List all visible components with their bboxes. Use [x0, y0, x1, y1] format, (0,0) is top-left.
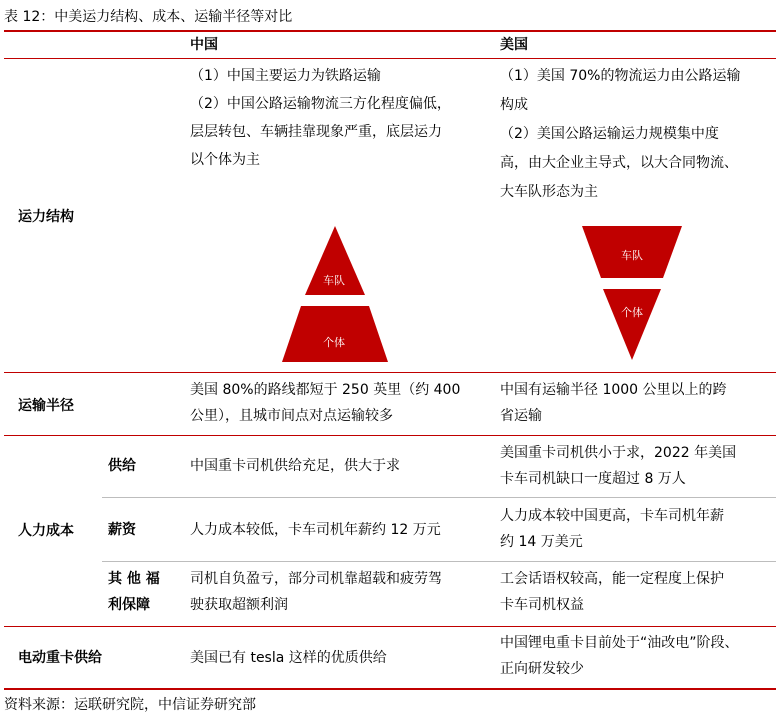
electric-usa-text [500, 630, 739, 682]
header-china: 中国 [190, 37, 218, 53]
labor-rule [4, 626, 776, 627]
labor-sub-welfare [108, 566, 160, 618]
source-note: 资料来源：运联研究院，中信证券研究部 [4, 697, 256, 713]
text-line: 人力成本较中国更高，卡车司机年薪 [500, 508, 724, 524]
text-line: 驶获取超额利润 [190, 597, 288, 613]
structure-china-text [190, 62, 451, 174]
text-line: 约 14 万美元 [500, 534, 583, 550]
inverted-pyramid-bottom-segment [603, 289, 661, 360]
text-line: 构成 [500, 97, 528, 113]
labor-welfare-china [190, 566, 442, 618]
text-line: 卡车司机缺口一度超过 8 万人 [500, 471, 686, 487]
usa-pyramid-bottom-label: 个体 [621, 306, 643, 319]
table-title: 表 12：中美运力结构、成本、运输半径等对比 [4, 9, 293, 25]
structure-rule [4, 372, 776, 373]
labor-supply-china: 中国重卡司机供给充足，供大于求 [190, 458, 400, 474]
radius-usa-text [500, 377, 727, 429]
structure-usa-text [500, 62, 740, 207]
usa-inverted-pyramid [578, 222, 686, 364]
radius-rule [4, 435, 776, 436]
row-label-structure: 运力结构 [18, 209, 74, 225]
labor-divider-2 [102, 561, 776, 562]
usa-pyramid-top-label: 车队 [621, 249, 643, 262]
text-line: 高，由大企业主导式，以大合同物流、 [500, 155, 738, 171]
top-rule [4, 30, 776, 32]
text-line: （1）美国 70%的物流运力由公路运输 [500, 68, 741, 84]
text-line: 省运输 [500, 408, 542, 424]
labor-supply-usa [500, 440, 736, 492]
text-line: 美国 80%的路线都短于 250 英里（约 400 [190, 382, 461, 398]
text-line: 利保障 [108, 597, 150, 613]
text-line: 以个体为主 [190, 152, 260, 168]
text-line: 司机自负盈亏，部分司机靠超载和疲劳驾 [190, 571, 442, 587]
text-line: 卡车司机权益 [500, 597, 584, 613]
text-line: 美国重卡司机供小于求，2022 年美国 [500, 445, 737, 461]
text-line: 中国锂电重卡目前处于“油改电”阶段、 [500, 635, 739, 651]
text-line: 中国有运输半径 1000 公里以上的跨 [500, 382, 727, 398]
text-line: （2）美国公路运输运力规模集中度 [500, 126, 719, 142]
row-label-radius: 运输半径 [18, 398, 74, 414]
labor-sub-supply: 供给 [108, 458, 136, 474]
text-line: 工会话语权较高，能一定程度上保护 [500, 571, 724, 587]
bottom-rule [4, 688, 776, 690]
text-line: 公里），且城市间点对点运输较多 [190, 408, 393, 424]
text-line: （2）中国公路运输物流三方化程度偏低， [190, 96, 451, 112]
text-line: 正向研发较少 [500, 661, 584, 677]
labor-sub-salary: 薪资 [108, 522, 136, 538]
electric-china-text: 美国已有 tesla 这样的优质供给 [190, 650, 387, 666]
china-pyramid-bottom-label: 个体 [323, 336, 345, 349]
text-line: 层层转包、车辆挂靠现象严重，底层运力 [190, 124, 442, 140]
labor-welfare-usa [500, 566, 724, 618]
text-line: 其 他 福 [108, 571, 160, 587]
header-rule [4, 58, 776, 59]
header-usa: 美国 [500, 37, 528, 53]
row-label-electric: 电动重卡供给 [18, 650, 102, 666]
text-line: （1）中国主要运力为铁路运输 [190, 68, 381, 84]
text-line: 大车队形态为主 [500, 184, 598, 200]
china-pyramid-top-label: 车队 [323, 274, 345, 287]
labor-divider-1 [102, 497, 776, 498]
radius-china-text [190, 377, 460, 429]
labor-salary-china: 人力成本较低，卡车司机年薪约 12 万元 [190, 522, 441, 538]
row-label-labor: 人力成本 [18, 523, 74, 539]
labor-salary-usa [500, 503, 724, 555]
